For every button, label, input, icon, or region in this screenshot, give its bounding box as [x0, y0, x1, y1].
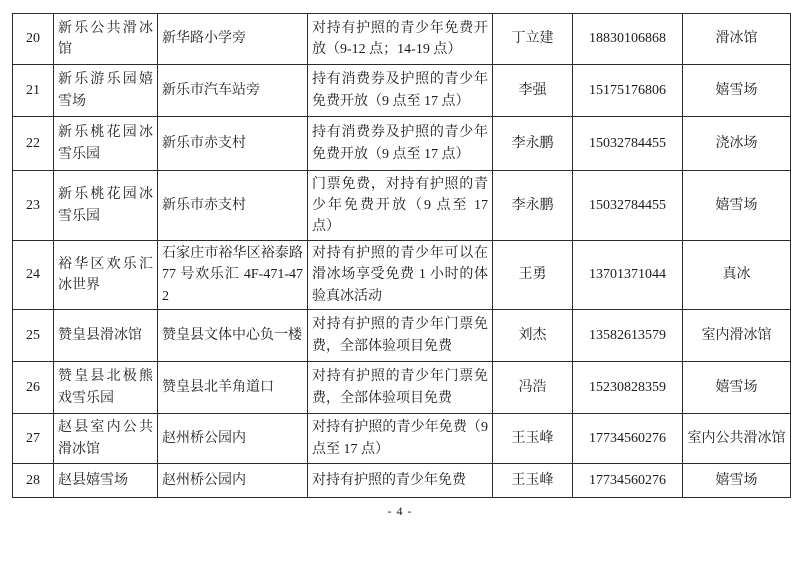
contact-name-cell: 王玉峰 [493, 414, 573, 464]
contact-name-cell: 李永鹏 [493, 171, 573, 241]
table-row [13, 117, 791, 171]
table-row [13, 464, 791, 498]
venue-policy-cell: 对持有护照的青少年门票免费，全部体验项目免费 [308, 310, 493, 362]
venue-name-cell: 赞皇县北极熊戏雪乐园 [54, 362, 158, 414]
contact-name-cell: 李永鹏 [493, 117, 573, 171]
venue-type-cell: 嬉雪场 [683, 362, 791, 414]
table-row [13, 14, 791, 65]
contact-phone-cell: 13701371044 [573, 241, 683, 310]
venue-type-cell: 嬉雪场 [683, 171, 791, 241]
contact-phone-cell: 18830106868 [573, 14, 683, 65]
rink-venues-table [12, 13, 791, 498]
table-row [13, 362, 791, 414]
row-number-cell: 27 [13, 414, 54, 464]
contact-phone-cell: 15230828359 [573, 362, 683, 414]
venue-policy-cell: 对持有护照的青少年可以在滑冰场享受免费 1 小时的体验真冰活动 [308, 241, 493, 310]
venue-type-cell: 滑冰馆 [683, 14, 791, 65]
venue-name-cell: 裕华区欢乐汇冰世界 [54, 241, 158, 310]
venue-address-cell: 赵州桥公园内 [158, 414, 308, 464]
row-number-cell: 25 [13, 310, 54, 362]
venue-address-cell: 新乐市赤支村 [158, 171, 308, 241]
venue-address-cell: 新乐市汽车站旁 [158, 65, 308, 117]
venue-name-cell: 新乐桃花园冰雪乐园 [54, 117, 158, 171]
venue-name-cell: 新乐桃花园冰雪乐园 [54, 171, 158, 241]
row-number-cell: 21 [13, 65, 54, 117]
venue-type-cell: 浇冰场 [683, 117, 791, 171]
table-row [13, 310, 791, 362]
table-row [13, 241, 791, 310]
venue-name-cell: 新乐游乐园嬉雪场 [54, 65, 158, 117]
row-number-cell: 28 [13, 464, 54, 498]
contact-phone-cell: 15032784455 [573, 171, 683, 241]
contact-phone-cell: 13582613579 [573, 310, 683, 362]
page-number: - 4 - [387, 504, 413, 518]
venue-address-cell: 赵州桥公园内 [158, 464, 308, 498]
venue-address-cell: 赞皇县文体中心负一楼 [158, 310, 308, 362]
contact-name-cell: 丁立建 [493, 14, 573, 65]
row-number-cell: 22 [13, 117, 54, 171]
venue-policy-cell: 门票免费，对持有护照的青少年免费开放（9 点至 17 点） [308, 171, 493, 241]
table-row [13, 171, 791, 241]
venue-name-cell: 新乐公共滑冰馆 [54, 14, 158, 65]
contact-name-cell: 李强 [493, 65, 573, 117]
row-number-cell: 20 [13, 14, 54, 65]
venue-address-cell: 赞皇县北羊角道口 [158, 362, 308, 414]
contact-phone-cell: 17734560276 [573, 414, 683, 464]
contact-name-cell: 冯浩 [493, 362, 573, 414]
venue-type-cell: 真冰 [683, 241, 791, 310]
rink-table-body [13, 14, 791, 498]
contact-name-cell: 王玉峰 [493, 464, 573, 498]
contact-phone-cell: 15032784455 [573, 117, 683, 171]
venue-policy-cell: 持有消费券及护照的青少年免费开放（9 点至 17 点） [308, 65, 493, 117]
contact-phone-cell: 17734560276 [573, 464, 683, 498]
contact-name-cell: 刘杰 [493, 310, 573, 362]
venue-type-cell: 室内公共滑冰馆 [683, 414, 791, 464]
venue-policy-cell: 对持有护照的青少年免费 [308, 464, 493, 498]
venue-address-cell: 石家庄市裕华区裕泰路 77 号欢乐汇 4F-471-472 [158, 241, 308, 310]
venue-name-cell: 赵县室内公共滑冰馆 [54, 414, 158, 464]
venue-type-cell: 室内滑冰馆 [683, 310, 791, 362]
venue-policy-cell: 对持有护照的青少年门票免费，全部体验项目免费 [308, 362, 493, 414]
venue-policy-cell: 对持有护照的青少年免费开放（9-12 点；14-19 点） [308, 14, 493, 65]
table-row [13, 414, 791, 464]
venue-name-cell: 赞皇县滑冰馆 [54, 310, 158, 362]
row-number-cell: 26 [13, 362, 54, 414]
table-row [13, 65, 791, 117]
row-number-cell: 23 [13, 171, 54, 241]
venue-address-cell: 新华路小学旁 [158, 14, 308, 65]
contact-name-cell: 王勇 [493, 241, 573, 310]
venue-address-cell: 新乐市赤支村 [158, 117, 308, 171]
venue-name-cell: 赵县嬉雪场 [54, 464, 158, 498]
contact-phone-cell: 15175176806 [573, 65, 683, 117]
venue-type-cell: 嬉雪场 [683, 464, 791, 498]
venue-policy-cell: 持有消费券及护照的青少年免费开放（9 点至 17 点） [308, 117, 493, 171]
row-number-cell: 24 [13, 241, 54, 310]
venue-type-cell: 嬉雪场 [683, 65, 791, 117]
venue-policy-cell: 对持有护照的青少年免费（9 点至 17 点） [308, 414, 493, 464]
